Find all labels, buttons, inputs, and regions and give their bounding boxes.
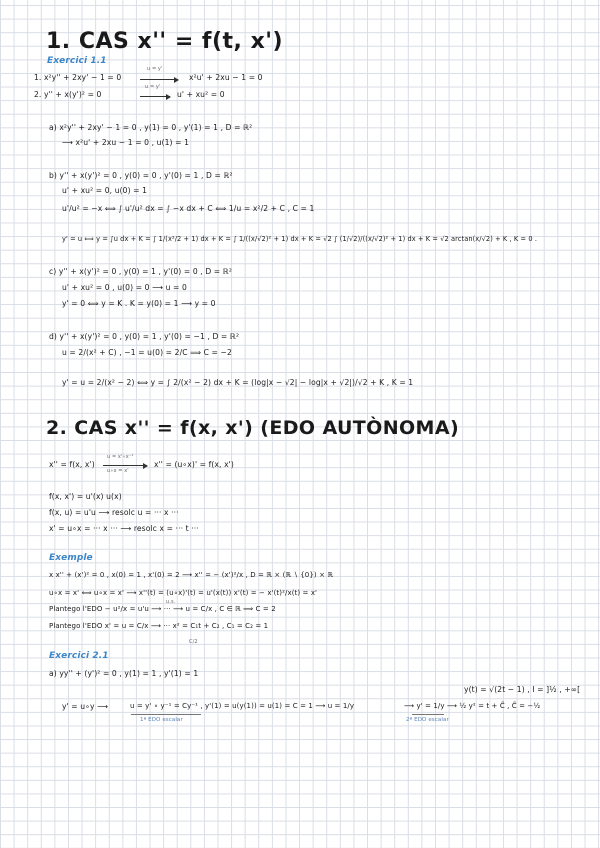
label-u-eq-yprime-2: u = y'	[145, 84, 161, 90]
line-s2-3: f(x, u) = u'u ⟶ resolc u = ··· x ···	[49, 508, 179, 517]
line-2-result: u' + xu² = 0	[177, 90, 225, 99]
line-ex-4: Plantego l'EDO x' = u = C/x ⟶ ··· x² = C₁t + C₂ , C₁ = C₂ = 1	[49, 622, 269, 630]
line-b-3: u'/u² = −x ⟺ ∫ u'/u² dx = ∫ −x dx + C ⟺ 1/u = x²/2 + C , C = 1	[62, 204, 315, 213]
line-2: 2. y'' + x(y')² = 0	[34, 90, 102, 99]
line-c: c) y'' + x(y')² = 0 , y(0) = 1 , y'(0) = 0 , D = ℝ²	[49, 267, 233, 276]
line-d-2: u = 2/(x² + C) , −1 = u(0) = 2/C ⟹ C = −2	[62, 348, 232, 357]
line-ex21-d: ⟶ y' = 1/y ⟶ ½ y² = t + C̃ , C̃ = −½	[404, 702, 541, 710]
line-c-3: y' = 0 ⟺ y = K . K = y(0) = 1 ⟶ y = 0	[62, 299, 216, 308]
line-1: 1. x²y'' + 2xy' − 1 = 0	[34, 73, 122, 82]
label-u-x-xprime: u = x'∘x⁻¹	[107, 454, 134, 460]
arrow-2	[140, 96, 170, 97]
line-b: b) y'' + x(y')² = 0 , y(0) = 0 , y'(0) = 1 , D = ℝ²	[49, 171, 233, 180]
line-d: d) y'' + x(y')² = 0 , y(0) = 1 , y'(0) = −1 , D = ℝ²	[49, 332, 240, 341]
label-u-eq-yprime: u = y'	[147, 66, 163, 72]
line-c-2: u' + xu² = 0 , u(0) = 0 ⟶ u = 0	[62, 283, 187, 292]
section-2-title: 2. CAS x'' = f(x, x') (EDO AUTÒNOMA)	[46, 417, 460, 439]
subheading-exercici-2-1: Exercici 2.1	[49, 651, 109, 661]
line-a: a) x²y'' + 2xy' − 1 = 0 , y(1) = 0 , y'(1) = 1 , D = ℝ²	[49, 123, 253, 132]
underline-2	[412, 714, 444, 715]
line-ex21-solution: y(t) = √(2t − 1) , I = ]½ , +∞[	[464, 685, 581, 694]
line-s2-2: f(x, x') = u'(x) u(x)	[49, 492, 122, 501]
arrow-1	[140, 79, 178, 80]
line-s2-1-result: x'' = (u∘x)' = f(x, x')	[154, 460, 234, 469]
label-first-order: 1ª EDO escalar	[140, 717, 183, 723]
line-b-2: u' + xu² = 0, u(0) = 1	[62, 186, 148, 195]
line-ex-3: Plantego l'EDO − u²/x = u'u ⟶ ··· ⟶ u = C/x , C ∈ ℝ ⟹ C = 2	[49, 605, 276, 613]
label-c-over-2: C/2	[189, 639, 198, 645]
label-second-order: 2ª EDO escalar	[406, 717, 449, 723]
line-ex-1: x x'' + (x')² = 0 , x(0) = 1 , x'(0) = 2 ⟶ x'' = − (x')²/x , D = ℝ × (ℝ ∖ {0}) × ℝ	[49, 571, 333, 579]
subheading-exemple: Exemple	[49, 553, 93, 563]
line-ex21-a: a) yy'' + (y')² = 0 , y(1) = 1 , y'(1) = 1	[49, 669, 199, 678]
line-s2-1: x'' = f(x, x')	[49, 460, 95, 469]
section-1-title: 1. CAS x'' = f(t, x')	[46, 29, 284, 54]
label-u-s: u.s.	[166, 599, 176, 605]
line-ex21-b: y' = u∘y ⟶	[62, 702, 109, 711]
line-s2-4: x' = u∘x = ··· x ··· ⟶ resolc x = ··· t ···	[49, 524, 199, 533]
line-a-2: ⟶ x²u' + 2xu − 1 = 0 , u(1) = 1	[62, 138, 190, 147]
underline-1	[131, 714, 201, 715]
line-ex21-c: u = y' ∘ y⁻¹ = Cy⁻¹ , y'(1) = u(y(1)) = u(1) = C = 1 ⟶ u = 1/y	[130, 702, 355, 710]
label-u-comp-x: u∘x = x'	[107, 468, 129, 474]
line-d-3: y' = u = 2/(x² − 2) ⟺ y = ∫ 2/(x² − 2) dx + K = (log|x − √2| − log|x + √2|)/√2 + K , K = 1	[62, 378, 414, 387]
line-1-result: x²u' + 2xu − 1 = 0	[189, 73, 263, 82]
line-ex-2: u∘x = x' ⟺ u∘x = x' ⟶ x''(t) = (u∘x)'(t) = u'(x(t)) x'(t) = − x'(t)²/x(t) = x'	[49, 589, 318, 597]
arrow-s2-1	[103, 465, 147, 466]
subheading-exercici-1-1: Exercici 1.1	[47, 56, 107, 66]
line-b-4: y' = u ⟺ y = ∫u dx + K = ∫ 1/(x²/2 + 1) dx + K = ∫ 1/((x/√2)² + 1) dx + K = √2 ∫ (1/√2)/((x/√2)² + 1) dx + K = √2 arctan(x/√2) + K , K = 0 .	[62, 235, 538, 243]
